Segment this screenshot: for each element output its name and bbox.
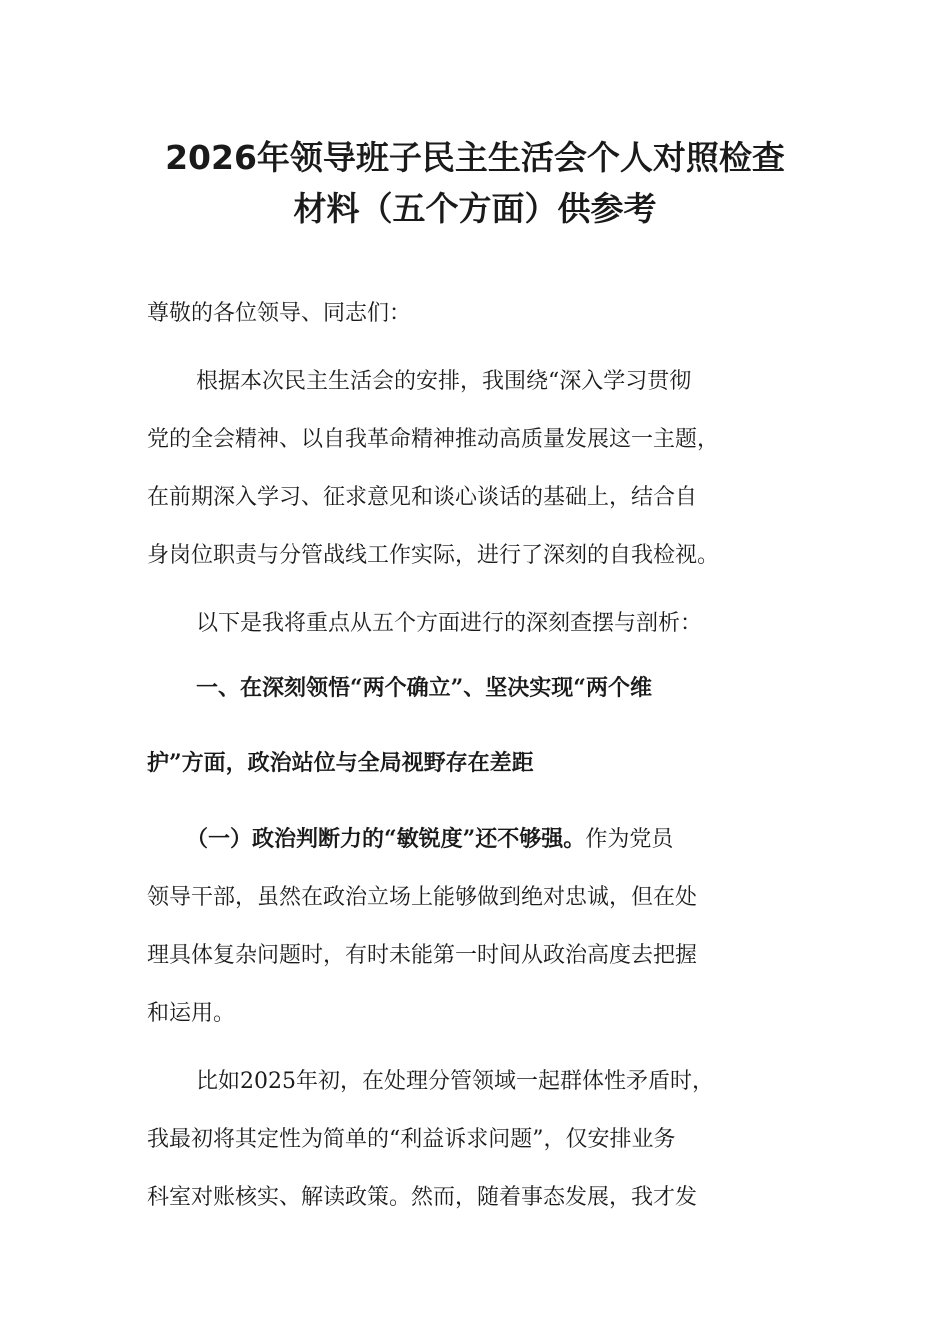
subsection-line-1 <box>186 822 673 853</box>
subsection-line-4: 和运用。 <box>147 1001 236 1026</box>
intro-line-2: 党的全会精神、以自我革命精神推动高质量发展这一主题， <box>147 427 720 452</box>
intro-line-4: 身岗位职责与分管战线工作实际，进行了深刻的自我检视。 <box>147 543 720 568</box>
document-title-line-2: 材料（五个方面）供参考 <box>293 189 657 228</box>
transition-line: 以下是我将重点从五个方面进行的深刻查摆与剖析： <box>196 611 703 636</box>
example-line-1: 比如2025年初，在处理分管领域一起群体性矛盾时， <box>196 1069 714 1094</box>
subsection-line-1-rest: 作为党员 <box>585 827 674 852</box>
section-heading-line-2: 护”方面，政治站位与全局视野存在差距 <box>147 750 534 776</box>
salutation: 尊敬的各位领导、同志们： <box>147 301 412 326</box>
intro-line-3: 在前期深入学习、征求意见和谈心谈话的基础上，结合自 <box>147 485 698 510</box>
document-title-line-1: 2026年领导班子民主生活会个人对照检查 <box>165 138 785 177</box>
example-line-3: 科室对账核实、解读政策。然而，随着事态发展，我才发 <box>147 1185 698 1210</box>
section-heading-line-1: 一、在深刻领悟“两个确立”、坚决实现“两个维 <box>196 675 652 701</box>
subsection-lead: （一）政治判断力的“敏锐度”还不够强。 <box>186 826 586 852</box>
subsection-line-3: 理具体复杂问题时，有时未能第一时间从政治高度去把握 <box>147 943 698 968</box>
intro-line-1: 根据本次民主生活会的安排，我围绕“深入学习贯彻 <box>196 369 692 394</box>
subsection-line-2: 领导干部，虽然在政治立场上能够做到绝对忠诚，但在处 <box>147 885 698 910</box>
example-line-2: 我最初将其定性为简单的“利益诉求问题”，仅安排业务 <box>147 1127 676 1152</box>
